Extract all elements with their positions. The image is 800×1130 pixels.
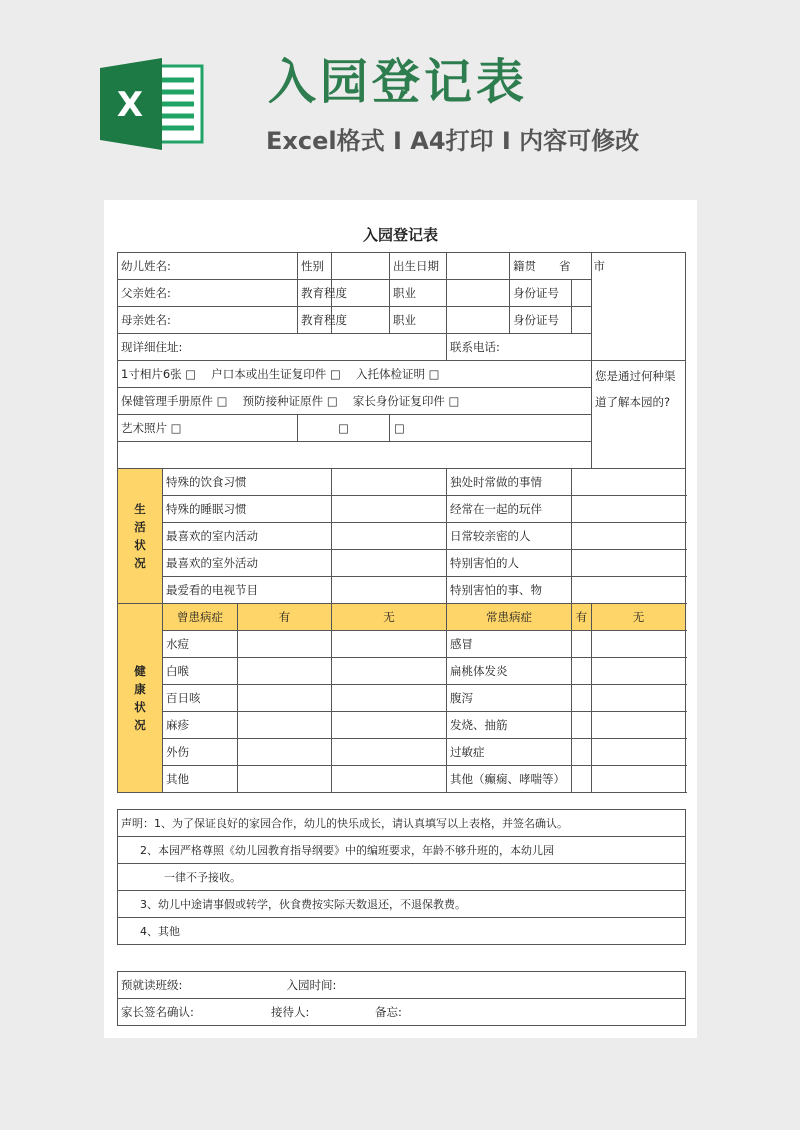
common-no-cell[interactable] bbox=[592, 631, 686, 658]
common-no-cell[interactable] bbox=[592, 766, 686, 793]
past-has-cell[interactable] bbox=[238, 712, 332, 739]
life-value-right[interactable] bbox=[572, 469, 686, 496]
common-has-cell[interactable] bbox=[572, 658, 592, 685]
common-disease: 扁桃体发炎 bbox=[447, 658, 572, 685]
past-has-header: 有 bbox=[238, 604, 332, 631]
excel-logo-icon bbox=[100, 58, 204, 150]
father-job-value[interactable] bbox=[447, 280, 510, 307]
source-question[interactable]: 您是通过何种渠道了解本园的? bbox=[592, 361, 686, 469]
documents-row-1[interactable]: 1寸相片6张 □ 户口本或出生证复印件 □ 入托体检证明 □ bbox=[118, 361, 592, 388]
photo-cell[interactable] bbox=[592, 253, 686, 361]
child-name-field[interactable]: 幼儿姓名: bbox=[118, 253, 298, 280]
banner-title: 入园登记表 bbox=[268, 54, 529, 110]
mother-id-value[interactable] bbox=[572, 307, 592, 334]
father-id-value[interactable] bbox=[572, 280, 592, 307]
gender-value[interactable] bbox=[332, 253, 390, 280]
common-has-cell[interactable] bbox=[572, 766, 592, 793]
mother-name-field[interactable]: 母亲姓名: bbox=[118, 307, 298, 334]
common-no-cell[interactable] bbox=[592, 739, 686, 766]
past-disease: 百日咳 bbox=[163, 685, 238, 712]
life-value-left[interactable] bbox=[332, 469, 447, 496]
life-status-label: 生 活 状 况 bbox=[118, 469, 163, 604]
father-education-label: 教育程度 bbox=[298, 280, 332, 307]
common-no-cell[interactable] bbox=[592, 685, 686, 712]
father-id-label: 身份证号 bbox=[510, 280, 572, 307]
birth-date-label: 出生日期 bbox=[390, 253, 447, 280]
common-disease: 感冒 bbox=[447, 631, 572, 658]
art-photo-field[interactable]: 艺术照片 □ bbox=[118, 415, 298, 442]
life-item-left: 特殊的饮食习惯 bbox=[163, 469, 332, 496]
common-disease: 发烧、抽筋 bbox=[447, 712, 572, 739]
life-item-right: 日常较亲密的人 bbox=[447, 523, 572, 550]
banner-subtitle: Excel格式 I A4打印 I 内容可修改 bbox=[266, 127, 640, 155]
remark-label: 备忘: bbox=[375, 1005, 402, 1019]
statement-line-3: 一律不予接收。 bbox=[118, 864, 686, 891]
entry-time-field[interactable]: 入园时间: bbox=[284, 972, 686, 999]
past-has-cell[interactable] bbox=[238, 631, 332, 658]
life-item-right: 特别害怕的事、物 bbox=[447, 577, 572, 604]
life-item-left: 特殊的睡眠习惯 bbox=[163, 496, 332, 523]
registration-table bbox=[117, 252, 686, 793]
mother-job-value[interactable] bbox=[447, 307, 510, 334]
address-field[interactable]: 现详细住址: bbox=[118, 334, 447, 361]
birth-date-value[interactable] bbox=[447, 253, 510, 280]
signature-row[interactable] bbox=[118, 999, 686, 1026]
common-no-header: 无 bbox=[592, 604, 686, 631]
form-sheet bbox=[104, 200, 697, 1038]
past-no-header: 无 bbox=[332, 604, 447, 631]
past-disease: 麻疹 bbox=[163, 712, 238, 739]
life-value-left[interactable] bbox=[332, 577, 447, 604]
mother-id-label: 身份证号 bbox=[510, 307, 572, 334]
common-has-cell[interactable] bbox=[572, 631, 592, 658]
statement-table bbox=[117, 809, 686, 945]
receiver-label: 接待人: bbox=[271, 1005, 310, 1019]
life-item-left: 最喜欢的室内活动 bbox=[163, 523, 332, 550]
class-field[interactable]: 预就读班级: bbox=[118, 972, 284, 999]
life-item-right: 经常在一起的玩伴 bbox=[447, 496, 572, 523]
father-name-field[interactable]: 父亲姓名: bbox=[118, 280, 298, 307]
life-item-left: 最喜欢的室外活动 bbox=[163, 550, 332, 577]
common-no-cell[interactable] bbox=[592, 712, 686, 739]
past-no-cell[interactable] bbox=[332, 631, 447, 658]
past-disease: 白喉 bbox=[163, 658, 238, 685]
gender-label: 性别 bbox=[298, 253, 332, 280]
past-disease: 水痘 bbox=[163, 631, 238, 658]
father-job-label: 职业 bbox=[390, 280, 447, 307]
native-place-field[interactable]: 籍贯 省 市 bbox=[510, 253, 592, 280]
common-disease-header: 常患病症 bbox=[447, 604, 572, 631]
statement-line-1: 声明：1、为了保证良好的家园合作，幼儿的快乐成长，请认真填写以上表格，并签名确认。 bbox=[118, 810, 686, 837]
common-has-cell[interactable] bbox=[572, 739, 592, 766]
common-has-cell[interactable] bbox=[572, 712, 592, 739]
past-disease-header: 曾患病症 bbox=[163, 604, 238, 631]
common-has-header: 有 bbox=[572, 604, 592, 631]
mother-education-label: 教育程度 bbox=[298, 307, 332, 334]
past-has-cell[interactable] bbox=[238, 766, 332, 793]
life-value-left[interactable] bbox=[332, 496, 447, 523]
mother-job-label: 职业 bbox=[390, 307, 447, 334]
past-has-cell[interactable] bbox=[238, 685, 332, 712]
health-status-label: 健 康 状 况 bbox=[118, 604, 163, 793]
life-value-right[interactable] bbox=[572, 577, 686, 604]
common-disease: 其他（癫痫、哮喘等） bbox=[447, 766, 572, 793]
common-no-cell[interactable] bbox=[592, 658, 686, 685]
past-disease: 外伤 bbox=[163, 739, 238, 766]
form-title: 入园登记表 bbox=[362, 226, 438, 244]
excel-logo-letter: X bbox=[116, 85, 144, 125]
life-item-right: 特别害怕的人 bbox=[447, 550, 572, 577]
past-no-cell[interactable] bbox=[332, 739, 447, 766]
past-has-cell[interactable] bbox=[238, 739, 332, 766]
past-no-cell[interactable] bbox=[332, 685, 447, 712]
art-photo-checkbox-3[interactable]: □ bbox=[390, 415, 592, 442]
life-value-right[interactable] bbox=[572, 496, 686, 523]
footer-table bbox=[117, 971, 686, 1026]
past-no-cell[interactable] bbox=[332, 712, 447, 739]
life-value-right[interactable] bbox=[572, 523, 686, 550]
common-disease: 过敏症 bbox=[447, 739, 572, 766]
past-disease: 其他 bbox=[163, 766, 238, 793]
parent-sign-label: 家长签名确认: bbox=[121, 1005, 194, 1019]
phone-field[interactable]: 联系电话: bbox=[447, 334, 592, 361]
past-has-cell[interactable] bbox=[238, 658, 332, 685]
life-item-left: 最爱看的电视节目 bbox=[163, 577, 332, 604]
past-no-cell[interactable] bbox=[332, 766, 447, 793]
life-value-left[interactable] bbox=[332, 550, 447, 577]
statement-line-4: 3、幼儿中途请事假或转学，伙食费按实际天数退还，不退保教费。 bbox=[118, 891, 686, 918]
life-value-right[interactable] bbox=[572, 550, 686, 577]
life-item-right: 独处时常做的事情 bbox=[447, 469, 572, 496]
statement-line-2: 2、本园严格尊照《幼儿园教育指导纲要》中的编班要求，年龄不够升班的，本幼儿园 bbox=[118, 837, 686, 864]
documents-row-2[interactable]: 保健管理手册原件 □ 预防接种证原件 □ 家长身份证复印件 □ bbox=[118, 388, 592, 415]
life-value-left[interactable] bbox=[332, 523, 447, 550]
statement-line-5: 4、其他 bbox=[118, 918, 686, 945]
common-has-cell[interactable] bbox=[572, 685, 592, 712]
art-photo-checkbox-2[interactable]: □ bbox=[298, 415, 390, 442]
past-no-cell[interactable] bbox=[332, 658, 447, 685]
common-disease: 腹泻 bbox=[447, 685, 572, 712]
blank-row[interactable] bbox=[118, 442, 592, 469]
